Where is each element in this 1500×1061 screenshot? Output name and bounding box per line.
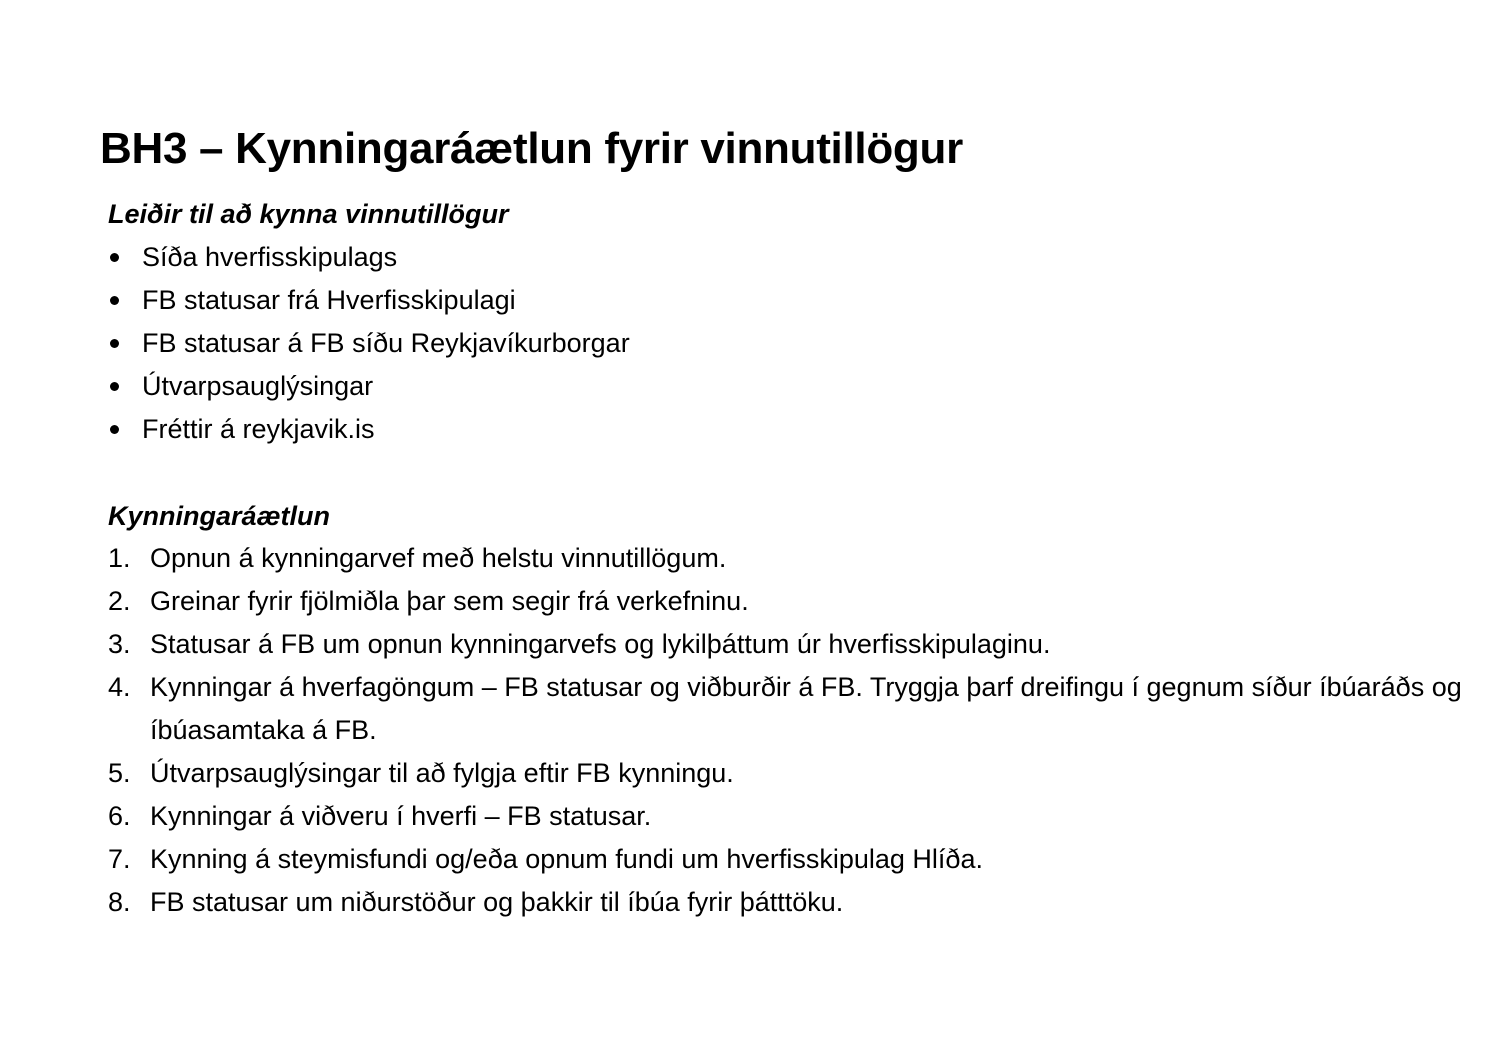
bullet-icon — [110, 382, 119, 391]
list-item-text: FB statusar á FB síðu Reykjavíkurborgar — [142, 328, 630, 358]
list-item-text: FB statusar um niðurstöður og þakkir til íbúa fyrir þátttöku. — [150, 887, 844, 917]
list-item — [108, 666, 1488, 752]
list-number: 3. — [108, 629, 131, 659]
list-item — [108, 838, 1488, 881]
list-item — [108, 795, 1488, 838]
list-number: 5. — [108, 758, 131, 788]
list-number: 6. — [108, 801, 131, 831]
bullet-icon — [110, 253, 119, 262]
bullet-icon — [110, 425, 119, 434]
list-item — [108, 623, 1488, 666]
list-item — [108, 537, 1488, 580]
list-item-text: Kynningar á viðveru í hverfi – FB statusar. — [150, 801, 652, 831]
list-item — [108, 408, 630, 451]
list-item-text: Útvarpsauglýsingar — [142, 371, 374, 401]
plan-numbered-list — [108, 537, 1488, 924]
list-item — [108, 752, 1488, 795]
list-item-text: Statusar á FB um opnun kynningarvefs og lykilþáttum úr hverfisskipulaginu. — [150, 629, 1051, 659]
list-item-text: Útvarpsauglýsingar til að fylgja eftir FB kynningu. — [150, 758, 734, 788]
list-item — [108, 322, 630, 365]
list-item-text: FB statusar frá Hverfisskipulagi — [142, 285, 516, 315]
list-number: 8. — [108, 887, 131, 917]
list-item-text: Greinar fyrir fjölmiðla þar sem segir frá verkefninu. — [150, 586, 749, 616]
section-heading-channels: Leiðir til að kynna vinnutillögur — [108, 199, 509, 229]
list-number: 4. — [108, 672, 131, 702]
list-item-text: Kynningar á hverfagöngum – FB statusar og viðburðir á FB. Tryggja þarf dreifingu í gegnum síður íbúaráðs og íbúasamtaka á FB. — [150, 672, 1462, 745]
list-item — [108, 279, 630, 322]
bullet-icon — [110, 339, 119, 348]
list-item — [108, 881, 1488, 924]
list-item — [108, 365, 630, 408]
section-heading-plan: Kynningaráætlun — [108, 501, 331, 531]
channels-bullet-list — [108, 236, 630, 451]
list-item — [108, 236, 630, 279]
list-number: 1. — [108, 543, 131, 573]
list-number: 7. — [108, 844, 131, 874]
list-item-text: Fréttir á reykjavik.is — [142, 414, 375, 444]
slide-title: BH3 – Kynningaráætlun fyrir vinnutillögur — [100, 124, 963, 173]
bullet-icon — [110, 296, 119, 305]
list-item-text: Kynning á steymisfundi og/eða opnum fundi um hverfisskipulag Hlíða. — [150, 844, 983, 874]
list-item-text: Síða hverfisskipulags — [142, 242, 398, 272]
list-item — [108, 580, 1488, 623]
list-number: 2. — [108, 586, 131, 616]
list-item-text: Opnun á kynningarvef með helstu vinnutillögum. — [150, 543, 727, 573]
